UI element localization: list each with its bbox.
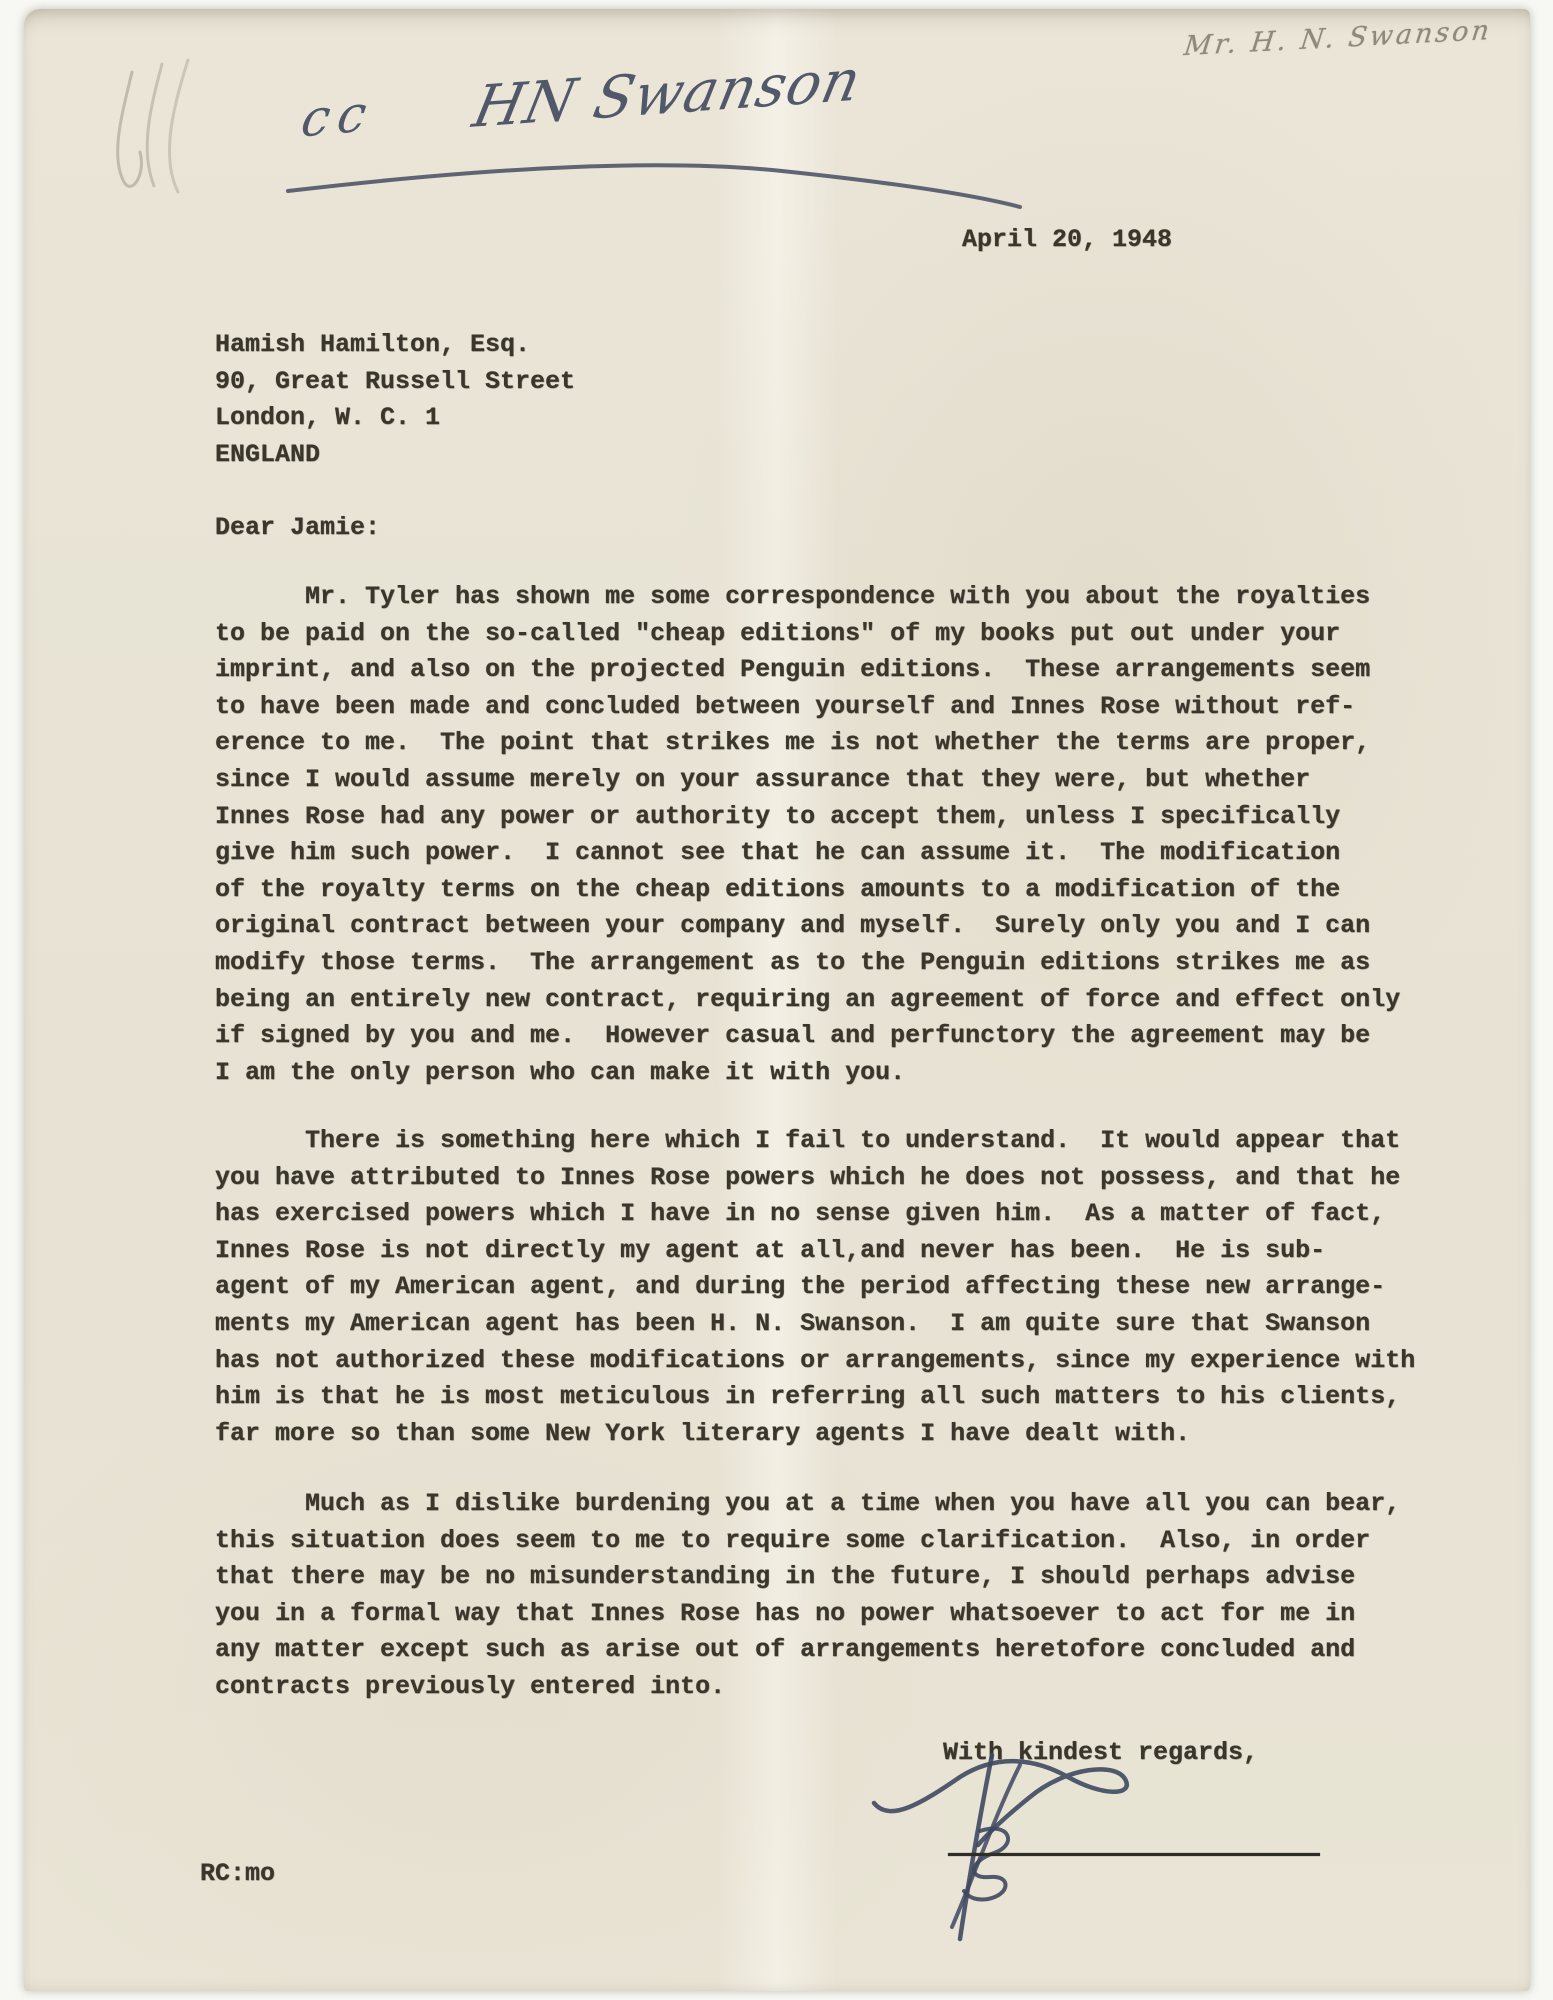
body-paragraph-1	[215, 579, 1400, 1091]
typed-line: Hamish Hamilton, Esq.	[215, 330, 531, 359]
pencil-annotation-top-right: Mr. H. N. Swanson	[1182, 14, 1494, 63]
signature-scrawl	[860, 1751, 1170, 1951]
typed-line: you have attributed to Innes Rose powers which he does not possess, and that he	[215, 1162, 1401, 1192]
typed-line: Innes Rose had any power or authority to accept them, unless I specifically	[215, 801, 1341, 831]
typed-line: has not authorized these modifications or arrangements, since my experience with	[215, 1345, 1416, 1375]
typed-line: London, W. C. 1	[215, 403, 441, 433]
typed-line: of the royalty terms on the cheap editions amounts to a modification of the	[215, 874, 1341, 904]
body-paragraph-2	[215, 1123, 1415, 1452]
typed-line: far more so than some New York literary agents I have dealt with.	[215, 1418, 1191, 1448]
typed-line: imprint, and also on the projected Penguin editions. These arrangements seem	[215, 655, 1371, 685]
typed-line: Mr. Tyler has shown me some correspondence with you about the royalties	[215, 582, 1371, 611]
signature-underline	[948, 1853, 1320, 1856]
typed-line: that there may be no misunderstanding in the future, I should perhaps advise	[215, 1562, 1356, 1592]
typist-initials: RC:mo	[200, 1859, 276, 1888]
typed-line: this situation does seem to me to require some clarification. Also, in order	[215, 1525, 1371, 1555]
typed-line: erence to me. The point that strikes me is not whether the terms are proper,	[215, 728, 1371, 758]
letter-paper	[24, 9, 1530, 1991]
salutation: Dear Jamie:	[215, 513, 381, 542]
typed-line: I am the only person who can make it with you.	[215, 1057, 906, 1087]
typed-line: any matter except such as arise out of arrangements heretofore concluded and	[215, 1635, 1356, 1665]
typed-line: 90, Great Russell Street	[215, 366, 576, 396]
recipient-address	[215, 327, 575, 473]
typed-line: since I would assume merely on your assurance that they were, but whether	[215, 764, 1311, 794]
typed-line: ments my American agent has been H. N. Swanson. I am quite sure that Swanson	[215, 1308, 1371, 1338]
typed-line: to have been made and concluded between yourself and Innes Rose without ref-	[215, 691, 1356, 721]
cc-initials: cc	[297, 83, 379, 149]
typed-line: has exercised powers which I have in no sense given him. As a matter of fact,	[215, 1199, 1386, 1229]
typed-line: modify those terms. The arrangement as to the Penguin editions strikes me as	[215, 947, 1371, 977]
date-line: April 20, 1948	[962, 225, 1173, 254]
typed-line: ENGLAND	[215, 439, 321, 469]
typed-line: contracts previously entered into.	[215, 1671, 726, 1701]
typed-line: original contract between your company and myself. Surely only you and I can	[215, 911, 1371, 941]
body-paragraph-3	[215, 1486, 1400, 1706]
cc-name: HN Swanson	[467, 46, 868, 142]
typed-line: agent of my American agent, and during the period affecting these new arrange-	[215, 1272, 1386, 1302]
typed-line: if signed by you and me. However casual and perfunctory the agreement may be	[215, 1021, 1371, 1051]
pencil-scribble-mark	[94, 54, 224, 204]
typed-line: him is that he is most meticulous in referring all such matters to his clients,	[215, 1382, 1401, 1412]
typed-line: give him such power. I cannot see that he can assume it. The modification	[215, 838, 1341, 868]
typed-line: Innes Rose is not directly my agent at all,and never has been. He is sub-	[215, 1235, 1326, 1265]
typed-line: to be paid on the so-called "cheap editions" of my books put out under your	[215, 618, 1341, 648]
cc-underline-flourish	[282, 149, 1027, 219]
typed-line: being an entirely new contract, requiring an agreement of force and effect only	[215, 984, 1401, 1014]
typed-line: There is something here which I fail to understand. It would appear that	[215, 1126, 1401, 1155]
closing-line: With kindest regards,	[943, 1738, 1259, 1767]
typed-line: you in a formal way that Innes Rose has no power whatsoever to act for me in	[215, 1598, 1356, 1628]
typed-line: Much as I dislike burdening you at a time when you have all you can bear,	[215, 1489, 1401, 1518]
